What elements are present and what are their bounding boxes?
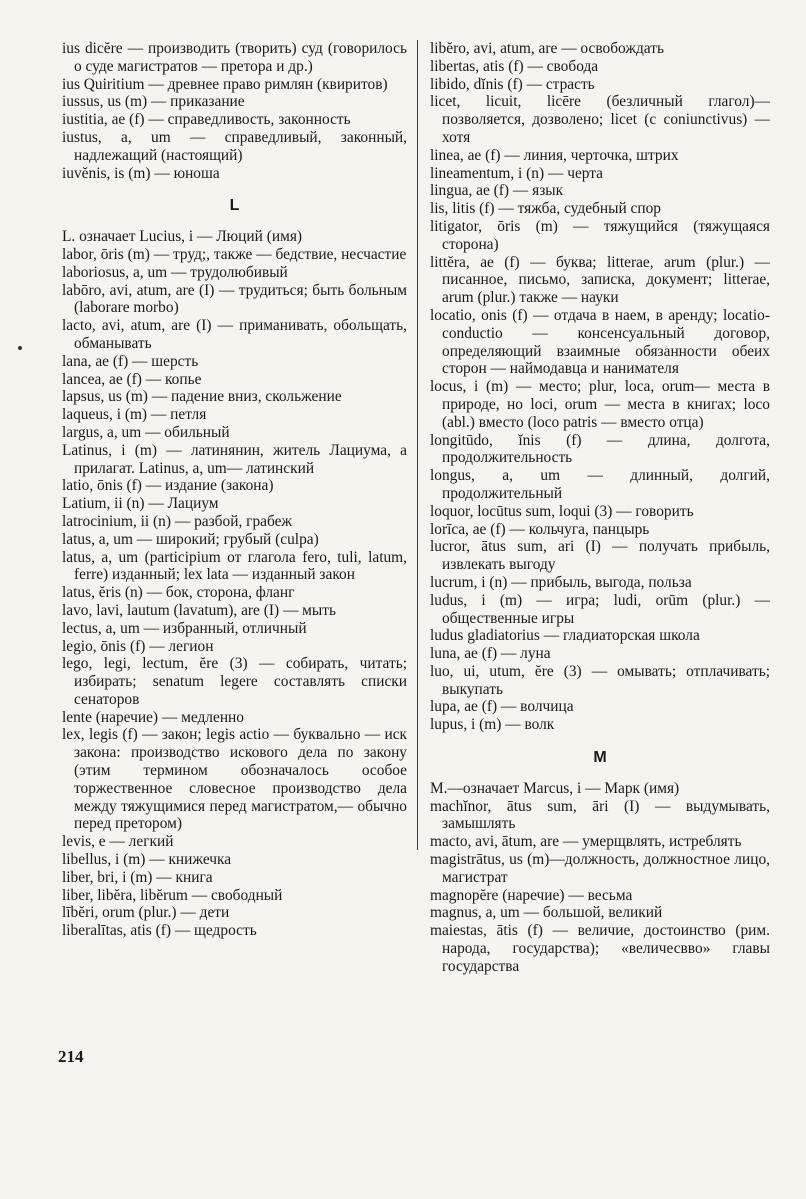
- dictionary-entry: lectus, a, um — избранный, отличный: [62, 619, 307, 637]
- dictionary-entry: laboriosus, a, um — трудолюбивый: [62, 263, 288, 281]
- dictionary-entry: lancea, ae (f) — копье: [62, 370, 202, 388]
- dictionary-entry: latio, ōnis (f) — издание (закона): [62, 477, 274, 495]
- dictionary-entry: libertas, atis (f) — свобода: [430, 57, 599, 75]
- entries-i: [62, 40, 407, 182]
- dictionary-entry: lavo, lavi, lautum (lavatum), are (I) — мыть: [62, 601, 337, 619]
- section-heading-m: M: [593, 749, 607, 767]
- dictionary-entry: lineamentum, i (n) — черта: [430, 164, 604, 182]
- dictionary-entry: lorīca, ae (f) — кольчуга, панцырь: [430, 520, 650, 538]
- dictionary-entry: maiestas, ātis (f) — величие, достоинство (рим. народа, государства); «величесвво» главы государства: [430, 922, 770, 975]
- section-heading-l: L: [229, 197, 240, 215]
- dictionary-entry: locus, i (m) — место; plur, loca, orum— места в природе, но loci, orum — места в книгах; loco (abl.) вместо (loco patris — вместо отца): [430, 378, 770, 431]
- dictionary-entry: lingua, ae (f) — язык: [430, 182, 564, 200]
- dictionary-entry: locatio, onis (f) — отдача в наем, в аренду; locatio-conductio — консенсуальный договор, определяющий взаимные обязанности обеих сторон — наймодавца и нанимателя: [430, 306, 770, 378]
- dictionary-entry: iussus, us (m) — приказание: [62, 93, 245, 111]
- dictionary-entry: lex, legis (f) — закон; legis actio — буквально — иск закона: производство искового дела по закону (этим термином обозначалось особое торжественное словесное производство дела между тяжущимися перед магистратом,— обычно перед претором): [62, 726, 407, 833]
- dictionary-entry: liberalītas, atis (f) — щедрость: [62, 922, 257, 940]
- dictionary-entry: iuvĕnis, is (m) — юноша: [62, 164, 220, 182]
- dictionary-entry: lapsus, us (m) — падение вниз, скольжение: [62, 388, 342, 406]
- dictionary-entry: latrocinium, ii (n) — разбой, грабеж: [62, 512, 293, 530]
- right-column: [430, 40, 770, 976]
- entries-l-continued: [430, 40, 770, 734]
- dictionary-entry: lana, ae (f) — шерсть: [62, 352, 199, 370]
- dictionary-entry: magistrātus, us (m)—должность, должностное лицо, магистрат: [430, 851, 770, 886]
- dictionary-entry: magnopĕre (наречие) — весьма: [430, 886, 633, 904]
- dictionary-entry: ludus, i (m) — игра; ludi, orūm (plur.) — общественные игры: [430, 591, 770, 627]
- dictionary-entry: latus, a, um — широкий; грубый (culpa): [62, 530, 319, 548]
- print-speck: [18, 346, 22, 350]
- dictionary-entry: labōro, avi, atum, are (I) — трудиться; быть больным (laborare morbo): [62, 281, 407, 317]
- dictionary-entry: laqueus, i (m) — петля: [62, 406, 207, 424]
- dictionary-entry: libido, dĭnis (f) — страсть: [430, 75, 595, 93]
- dictionary-entry: luna, ae (f) — луна: [430, 645, 551, 663]
- dictionary-entry: luo, ui, utum, ĕre (3) — омывать; отплачивать; выкупать: [430, 662, 770, 698]
- dictionary-entry: lucror, ātus sum, ari (I) — получать прибыль, извлекать выгоду: [430, 538, 770, 574]
- dictionary-entry: Latinus, i (m) — латинянин, житель Лациума, а прилагат. Latinus, a, um— латинский: [62, 441, 407, 477]
- dictionary-entry: lis, litis (f) — тяжба, судебный спор: [430, 200, 661, 218]
- dictionary-entry: liber, bri, i (m) — книга: [62, 868, 213, 886]
- dictionary-entry: levis, e — легкий: [62, 833, 174, 851]
- dictionary-entry: magnus, a, um — большой, великий: [430, 904, 663, 922]
- dictionary-entry: legio, ōnis (f) — легион: [62, 637, 214, 655]
- dictionary-entry: longus, a, um — длинный, долгий, продолжительный: [430, 467, 770, 502]
- dictionary-entry: libĕro, avi, atum, are — освобождать: [430, 40, 664, 57]
- dictionary-entry: latus, ĕris (n) — бок, сторона, фланг: [62, 584, 295, 602]
- dictionary-entry: liber, libĕra, libĕrum — свободный: [62, 886, 283, 904]
- dictionary-entry: lupa, ae (f) — волчица: [430, 698, 574, 716]
- left-column: [62, 40, 407, 940]
- dictionary-entry: litigator, ōris (m) — тяжущийся (тяжущаяся сторона): [430, 217, 770, 253]
- dictionary-entry: machĭnor, ātus sum, āri (I) — выдумывать, замышлять: [430, 797, 770, 833]
- dictionary-entry: macto, avi, ātum, are — умерщвлять, истреблять: [430, 833, 742, 851]
- dictionary-entry: lībĕri, orum (plur.) — дети: [62, 904, 230, 922]
- dictionary-entry: lucrum, i (n) — прибыль, выгода, польза: [430, 573, 692, 591]
- dictionary-entry: linea, ae (f) — линия, черточка, штрих: [430, 146, 679, 164]
- dictionary-entry: lente (наречие) — медленно: [62, 708, 244, 726]
- dictionary-entry: iustus, a, um — справедливый, законный, надлежащий (настоящий): [62, 128, 407, 164]
- entries-l: [62, 228, 407, 940]
- dictionary-entry: ius dicĕre — производить (творить) суд (говорилось о суде магистратов — претора и др.): [62, 40, 407, 75]
- dictionary-entry: libellus, i (m) — книжечка: [62, 851, 232, 869]
- dictionary-entry: ludus gladiatorius — гладиаторская школа: [430, 627, 700, 645]
- dictionary-entry: Latium, ii (n) — Лациум: [62, 495, 219, 513]
- dictionary-entry: loquor, locūtus sum, loqui (3) — говорить: [430, 502, 694, 520]
- dictionary-entry: lupus, i (m) — волк: [430, 716, 555, 734]
- entries-m: [430, 780, 770, 976]
- dictionary-entry: licet, licuit, licēre (безличный глагол)— позволяется, дозволено; licet (с coniunctivus) — хотя: [430, 93, 770, 146]
- dictionary-entry: ius Quiritium — древнее право римлян (квиритов): [62, 75, 388, 93]
- column-divider: [417, 40, 418, 850]
- dictionary-entry: latus, a, um (participium от глагола fero, tuli, latum, ferre) изданный; lex lata — изданный закон: [62, 548, 407, 584]
- dictionary-entry: M.—означает Marcus, i — Марк (имя): [430, 779, 680, 797]
- dictionary-entry: labor, ōris (m) — труд;, также — бедствие, несчастие: [62, 245, 407, 263]
- dictionary-entry: iustitia, ae (f) — справедливость, законность: [62, 111, 351, 129]
- page-number: 214: [58, 1047, 84, 1066]
- dictionary-entry: longitūdo, ĭnis (f) — длина, долгота, продолжительность: [430, 431, 770, 467]
- dictionary-entry: L. означает Lucius, i — Люций (имя): [62, 228, 303, 246]
- dictionary-entry: lego, legi, lectum, ĕre (3) — собирать, читать; избирать; senatum legere составлять списки сенаторов: [62, 655, 407, 708]
- dictionary-entry: lacto, avi, atum, are (I) — приманивать, обольщать, обманывать: [62, 317, 407, 352]
- dictionary-entry: littĕra, ae (f) — буква; litterae, arum (plur.) — писанное, письмо, записка, документ; litterae, arum (plur.) также — науки: [430, 253, 770, 307]
- dictionary-entry: largus, a, um — обильный: [62, 423, 230, 441]
